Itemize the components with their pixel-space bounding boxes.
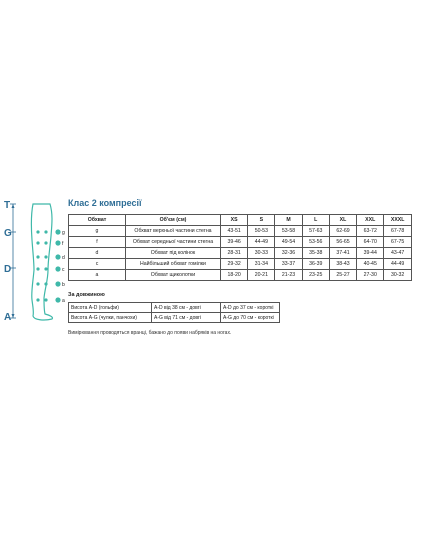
axis-letter-d: D (4, 264, 12, 275)
table-cell: 40-45 (357, 259, 384, 270)
table-cell: Обхват верхньої частини стегна (126, 226, 221, 237)
table-cell: 43-47 (384, 248, 412, 259)
table-cell: 39-46 (221, 237, 248, 248)
measure-point-b (36, 281, 60, 286)
point-label-g: g (62, 230, 65, 236)
table-row (69, 303, 280, 313)
header-xs: XS (221, 215, 248, 226)
table-cell: A-G до 70 см - короткі (221, 313, 280, 323)
table-cell: 35-38 (302, 248, 329, 259)
table-cell: c (69, 259, 126, 270)
table-row (69, 270, 412, 281)
table-cell: 32-36 (275, 248, 302, 259)
table-cell: 30-32 (384, 270, 412, 281)
table-cell: g (69, 226, 126, 237)
header-volume: Об'єм (см) (126, 215, 221, 226)
header-xxxl: XXXL (384, 215, 412, 226)
table-cell: 18-20 (221, 270, 248, 281)
table-cell: 53-58 (275, 226, 302, 237)
header-xxl: XXL (357, 215, 384, 226)
table-cell: 29-32 (221, 259, 248, 270)
table-cell: 56-65 (329, 237, 356, 248)
size-table (68, 214, 412, 281)
axis-letter-t: T (4, 200, 11, 211)
table-cell: Висота A-D (гольфи) (69, 303, 152, 313)
header-girth: Обхват (69, 215, 126, 226)
table-row (69, 248, 412, 259)
table-row (69, 226, 412, 237)
table-cell: A-D до 37 см - короткі (221, 303, 280, 313)
table-cell: f (69, 237, 126, 248)
table-cell: Обхват під колінок (126, 248, 221, 259)
point-label-f: f (62, 241, 64, 247)
point-label-a: a (62, 298, 65, 304)
table-cell: Обхват щиколотки (126, 270, 221, 281)
measure-point-f (36, 240, 60, 245)
table-cell: 62-69 (329, 226, 356, 237)
table-cell: 21-23 (275, 270, 302, 281)
table-cell: 53-56 (302, 237, 329, 248)
table-cell: Найбільший обхват гомілки (126, 259, 221, 270)
table-cell: 27-30 (357, 270, 384, 281)
table-row (69, 259, 412, 270)
table-cell: 67-75 (384, 237, 412, 248)
table-row (69, 313, 280, 323)
header-xl: XL (329, 215, 356, 226)
table-cell: A-D від 38 см - довгі (152, 303, 221, 313)
table-cell: 49-54 (275, 237, 302, 248)
point-label-d: d (62, 255, 65, 261)
table-cell: 25-27 (329, 270, 356, 281)
axis-arrow-top (12, 204, 15, 208)
axis-arrow-bottom (12, 314, 15, 318)
point-label-b: b (62, 282, 65, 288)
leg-outline (31, 204, 52, 320)
table-cell: d (69, 248, 126, 259)
header-m: M (275, 215, 302, 226)
measure-point-a (36, 297, 60, 302)
table-row (69, 237, 412, 248)
length-section-title: За довжиною (68, 292, 105, 298)
axis-letter-a: A (4, 312, 12, 323)
size-table-header (69, 215, 412, 226)
table-cell: Обхват середньої частини стегна (126, 237, 221, 248)
table-cell: 23-25 (302, 270, 329, 281)
table-cell: Висота A-G (чулки, панчохи) (69, 313, 152, 323)
table-cell: 57-63 (302, 226, 329, 237)
table-cell: 39-44 (357, 248, 384, 259)
table-cell: 63-72 (357, 226, 384, 237)
table-cell: 28-31 (221, 248, 248, 259)
table-cell: 38-43 (329, 259, 356, 270)
table-cell: 36-39 (302, 259, 329, 270)
length-table (68, 302, 280, 323)
table-cell: 37-41 (329, 248, 356, 259)
table-cell: 50-53 (248, 226, 275, 237)
table-cell: A-G від 71 см - довгі (152, 313, 221, 323)
header-s: S (248, 215, 275, 226)
table-cell: a (69, 270, 126, 281)
table-cell: 64-70 (357, 237, 384, 248)
table-cell: 31-34 (248, 259, 275, 270)
table-cell: 33-37 (275, 259, 302, 270)
point-label-c: c (62, 267, 65, 273)
table-cell: 44-49 (248, 237, 275, 248)
table-cell: 43-51 (221, 226, 248, 237)
table-cell: 30-33 (248, 248, 275, 259)
measurement-note: Вимірювання проводяться вранці, бажано до появи набряків на ногах. (68, 330, 232, 336)
measure-point-g (36, 229, 60, 234)
axis-letter-g: G (4, 228, 12, 239)
leg-diagram (0, 196, 72, 326)
table-cell: 67-78 (384, 226, 412, 237)
table-cell: 44-49 (384, 259, 412, 270)
table-cell: 20-21 (248, 270, 275, 281)
header-l: L (302, 215, 329, 226)
compression-class-title: Клас 2 компресії (68, 198, 142, 208)
